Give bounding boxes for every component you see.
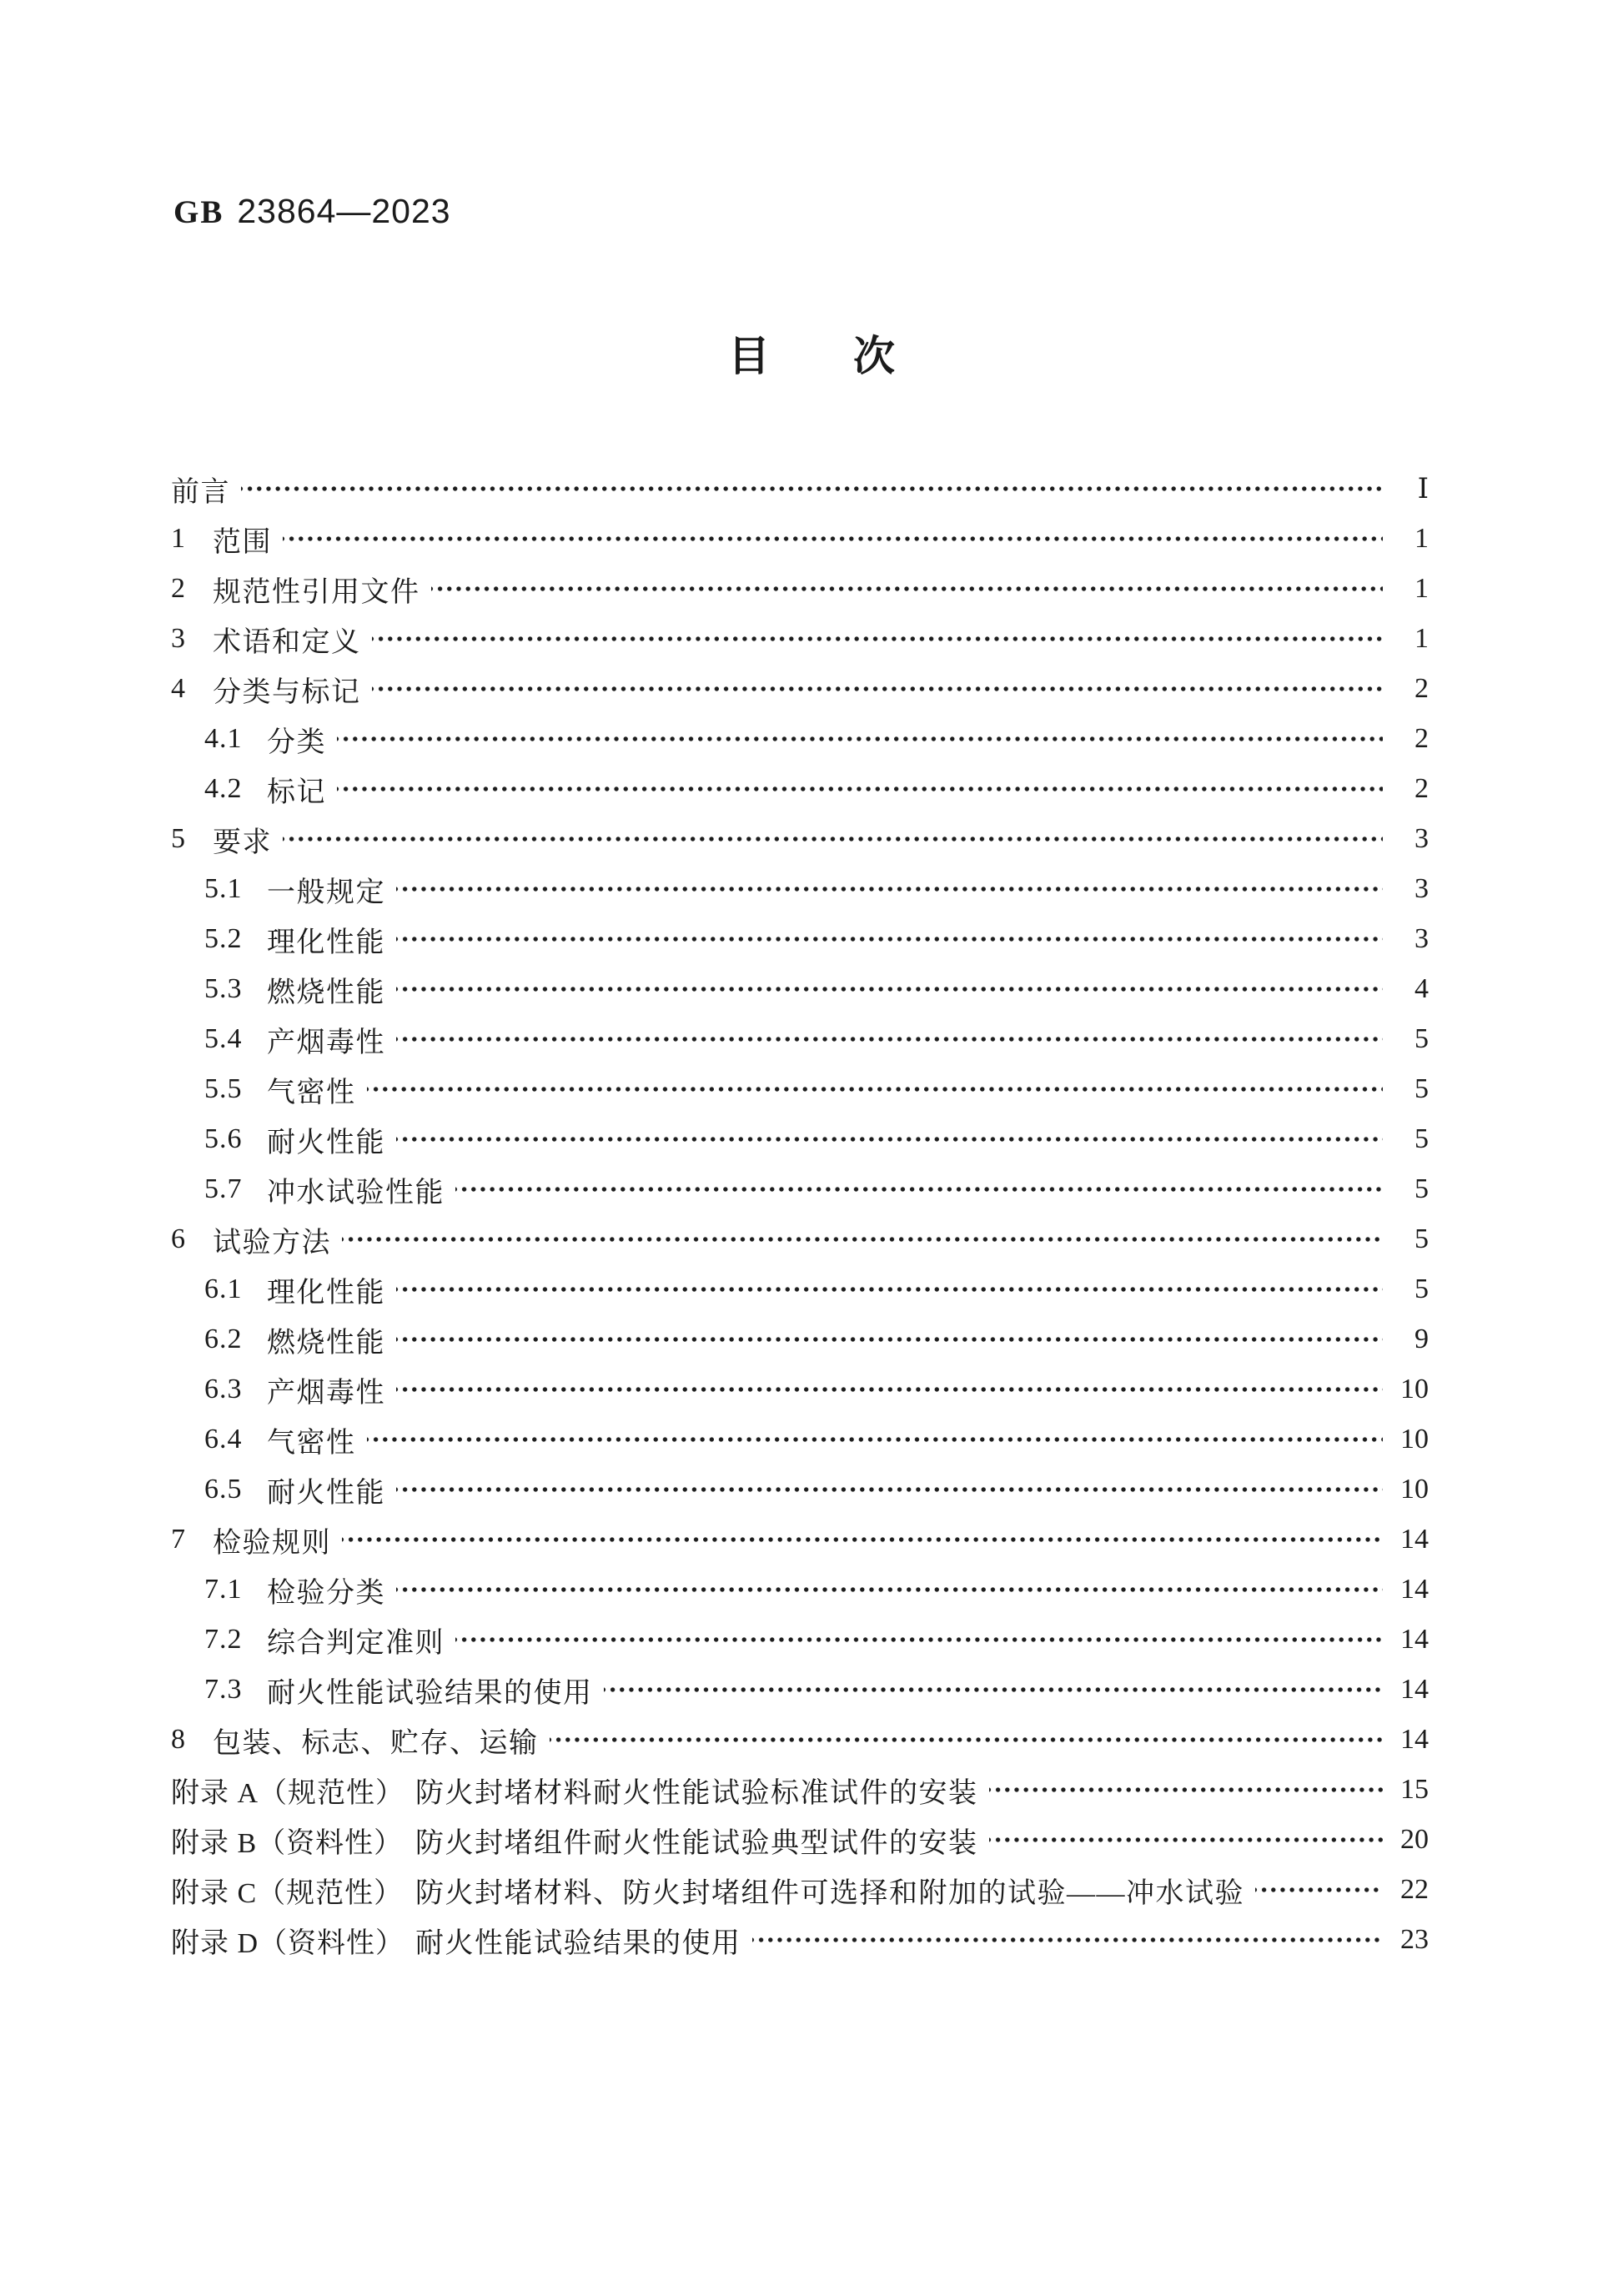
toc-entry-number: 2 — [171, 573, 186, 604]
toc-entry-page: 5 — [1414, 1173, 1429, 1204]
dot-leader — [396, 1465, 1383, 1515]
toc-entry-label: 燃烧性能 — [267, 977, 385, 1008]
toc-entry-number: 4.1 — [204, 723, 243, 754]
toc-entry-page: Ⅰ — [1417, 474, 1429, 505]
toc-entry-label: 气密性 — [267, 1077, 356, 1108]
toc-entry — [171, 614, 1429, 664]
toc-entry-number: 附录 A（规范性） — [171, 1777, 405, 1809]
toc-entry-label: 规范性引用文件 — [213, 576, 420, 608]
toc-entry-number: 7.1 — [204, 1574, 243, 1605]
toc-list — [171, 464, 1429, 1965]
toc-entry-label: 术语和定义 — [213, 626, 361, 658]
toc-entry — [171, 1815, 1429, 1865]
toc-entry — [204, 1314, 1429, 1364]
toc-entry-label: 理化性能 — [267, 1277, 385, 1309]
toc-entry-page: 2 — [1414, 723, 1429, 754]
dot-leader — [367, 1414, 1384, 1465]
toc-entry-number: 3 — [171, 623, 186, 654]
toc-entry — [171, 1765, 1429, 1815]
toc-entry-page: 5 — [1414, 1023, 1429, 1054]
toc-entry — [171, 514, 1429, 564]
dot-leader — [396, 1314, 1383, 1364]
toc-entry-label: 一般规定 — [267, 877, 385, 908]
toc-entry-page: 5 — [1414, 1274, 1429, 1304]
toc-entry-page: 2 — [1414, 673, 1429, 704]
toc-entry — [204, 1114, 1429, 1164]
toc-entry — [171, 1214, 1429, 1264]
toc-entry-page: 20 — [1400, 1824, 1429, 1855]
toc-entry-label: 耐火性能试验结果的使用 — [415, 1927, 741, 1959]
toc-entry — [204, 1014, 1429, 1064]
toc-entry-page: 3 — [1414, 923, 1429, 954]
toc-entry-number: 5.3 — [204, 973, 243, 1004]
toc-entry-number: 6.3 — [204, 1374, 243, 1404]
toc-entry-number: 4 — [171, 673, 186, 704]
dot-leader — [396, 1565, 1383, 1615]
toc-entry-page: 10 — [1400, 1474, 1429, 1505]
toc-entry-label: 标记 — [267, 776, 326, 808]
toc-entry-page: 3 — [1414, 873, 1429, 904]
toc-entry-page: 15 — [1400, 1774, 1429, 1805]
dot-leader — [283, 814, 1383, 864]
toc-entry-number: 6.5 — [204, 1474, 243, 1505]
toc-entry — [204, 964, 1429, 1014]
toc-entry-page: 5 — [1414, 1123, 1429, 1154]
toc-entry-number: 8 — [171, 1724, 186, 1755]
toc-entry-label: 产烟毒性 — [267, 1377, 385, 1409]
toc-entry-page: 1 — [1414, 623, 1429, 654]
toc-entry — [204, 1665, 1429, 1715]
toc-entry-number: 附录 C（规范性） — [171, 1877, 404, 1909]
dot-leader — [372, 614, 1384, 664]
toc-entry — [204, 1064, 1429, 1114]
toc-entry-page: 14 — [1400, 1674, 1429, 1705]
dot-leader — [241, 464, 1383, 514]
dot-leader — [283, 514, 1383, 564]
toc-entry-number: 5.1 — [204, 873, 243, 904]
toc-entry-label: 气密性 — [267, 1427, 356, 1459]
toc-entry-label: 产烟毒性 — [267, 1027, 385, 1058]
toc-entry-page: 14 — [1400, 1574, 1429, 1605]
toc-entry-page: 10 — [1400, 1374, 1429, 1404]
standard-code: 23864—2023 — [237, 192, 451, 230]
toc-entry-number: 5.2 — [204, 923, 243, 954]
toc-entry-page: 1 — [1414, 523, 1429, 554]
toc-entry-number: 5 — [171, 823, 186, 854]
toc-entry — [204, 1264, 1429, 1314]
toc-entry-number: 6.2 — [204, 1324, 243, 1354]
toc-entry-label: 耐火性能试验结果的使用 — [267, 1677, 593, 1709]
toc-entry-number: 6.4 — [204, 1424, 243, 1454]
toc-entry-number: 附录 B（资料性） — [171, 1827, 404, 1859]
dot-leader — [989, 1765, 1384, 1815]
toc-entry-number: 5.5 — [204, 1073, 243, 1104]
page-title: 目 次 — [728, 333, 895, 379]
dot-leader — [455, 1615, 1383, 1665]
toc-entry-label: 耐火性能 — [267, 1127, 385, 1158]
toc-entry — [171, 1715, 1429, 1765]
dot-leader — [604, 1665, 1384, 1715]
dot-leader — [989, 1815, 1384, 1865]
toc-entry-label: 防火封堵材料、防火封堵组件可选择和附加的试验——冲水试验 — [415, 1877, 1244, 1909]
toc-entry-label: 防火封堵组件耐火性能试验典型试件的安装 — [415, 1827, 978, 1859]
toc-entry-label: 冲水试验性能 — [267, 1177, 445, 1208]
toc-entry-number: 7 — [171, 1524, 186, 1555]
toc-entry — [204, 1565, 1429, 1615]
toc-entry-label: 包装、标志、贮存、运输 — [213, 1727, 539, 1759]
toc-entry — [171, 1915, 1429, 1965]
toc-entry-page: 14 — [1400, 1524, 1429, 1555]
toc-entry-label: 燃烧性能 — [267, 1327, 385, 1359]
dot-leader — [396, 864, 1383, 914]
dot-leader — [396, 1364, 1383, 1414]
dot-leader — [752, 1915, 1384, 1965]
toc-entry-page: 5 — [1414, 1223, 1429, 1254]
toc-entry-label: 分类 — [267, 726, 326, 758]
toc-entry-page: 3 — [1414, 823, 1429, 854]
toc-entry — [204, 1465, 1429, 1515]
toc-entry-page: 23 — [1400, 1924, 1429, 1955]
toc-entry-label: 理化性能 — [267, 927, 385, 958]
toc-entry — [204, 764, 1429, 814]
toc-entry-page: 2 — [1414, 773, 1429, 804]
toc-entry — [204, 914, 1429, 964]
toc-entry — [204, 714, 1429, 764]
dot-leader — [1255, 1865, 1383, 1915]
toc-entry-number: 附录 D（资料性） — [171, 1927, 405, 1959]
toc-entry — [171, 664, 1429, 714]
toc-entry — [171, 464, 1429, 514]
toc-entry — [171, 564, 1429, 614]
toc-entry-label: 检验规则 — [213, 1527, 331, 1559]
toc-entry-label: 范围 — [213, 526, 272, 558]
toc-entry-label: 检验分类 — [267, 1577, 385, 1609]
toc-entry-number: 7.3 — [204, 1674, 243, 1705]
dot-leader — [550, 1715, 1384, 1765]
toc-entry-page: 9 — [1414, 1324, 1429, 1354]
toc-entry-label: 防火封堵材料耐火性能试验标准试件的安装 — [415, 1777, 978, 1809]
toc-entry — [204, 1164, 1429, 1214]
toc-entry-number: 6 — [171, 1223, 186, 1254]
toc-entry — [204, 1364, 1429, 1414]
toc-entry-label: 分类与标记 — [213, 676, 361, 708]
toc-entry — [171, 1865, 1429, 1915]
dot-leader — [396, 1264, 1383, 1314]
dot-leader — [396, 1114, 1383, 1164]
toc-entry-page: 14 — [1400, 1624, 1429, 1655]
toc-entry-number: 4.2 — [204, 773, 243, 804]
dot-leader — [396, 1014, 1383, 1064]
toc-entry-page: 22 — [1400, 1874, 1429, 1905]
dot-leader — [396, 964, 1383, 1014]
toc-entry-number: 7.2 — [204, 1624, 243, 1655]
toc-entry-number: 5.4 — [204, 1023, 243, 1054]
dot-leader — [337, 764, 1383, 814]
toc-entry-number: 5.6 — [204, 1123, 243, 1154]
toc-entry-label: 前言 — [171, 476, 230, 508]
dot-leader — [342, 1515, 1383, 1565]
toc-entry — [171, 814, 1429, 864]
standard-prefix: GB — [173, 194, 224, 230]
dot-leader — [367, 1064, 1384, 1114]
toc-entry-page: 1 — [1414, 573, 1429, 604]
dot-leader — [396, 914, 1383, 964]
dot-leader — [342, 1214, 1383, 1264]
dot-leader — [431, 564, 1384, 614]
toc-entry-label: 综合判定准则 — [267, 1627, 445, 1659]
standard-number — [173, 192, 451, 231]
toc-entry — [204, 864, 1429, 914]
dot-leader — [337, 714, 1383, 764]
toc-entry-number: 5.7 — [204, 1173, 243, 1204]
toc-entry — [204, 1615, 1429, 1665]
dot-leader — [455, 1164, 1383, 1214]
toc-entry — [204, 1414, 1429, 1465]
toc-entry-page: 10 — [1400, 1424, 1429, 1454]
toc-entry-page: 4 — [1414, 973, 1429, 1004]
toc-entry-number: 1 — [171, 523, 186, 554]
toc-entry-label: 试验方法 — [213, 1227, 331, 1259]
toc-entry-label: 要求 — [213, 826, 272, 858]
toc-entry-page: 5 — [1414, 1073, 1429, 1104]
toc-entry-label: 耐火性能 — [267, 1477, 385, 1509]
toc-entry — [171, 1515, 1429, 1565]
dot-leader — [372, 664, 1384, 714]
toc-entry-number: 6.1 — [204, 1274, 243, 1304]
toc-entry-page: 14 — [1400, 1724, 1429, 1755]
